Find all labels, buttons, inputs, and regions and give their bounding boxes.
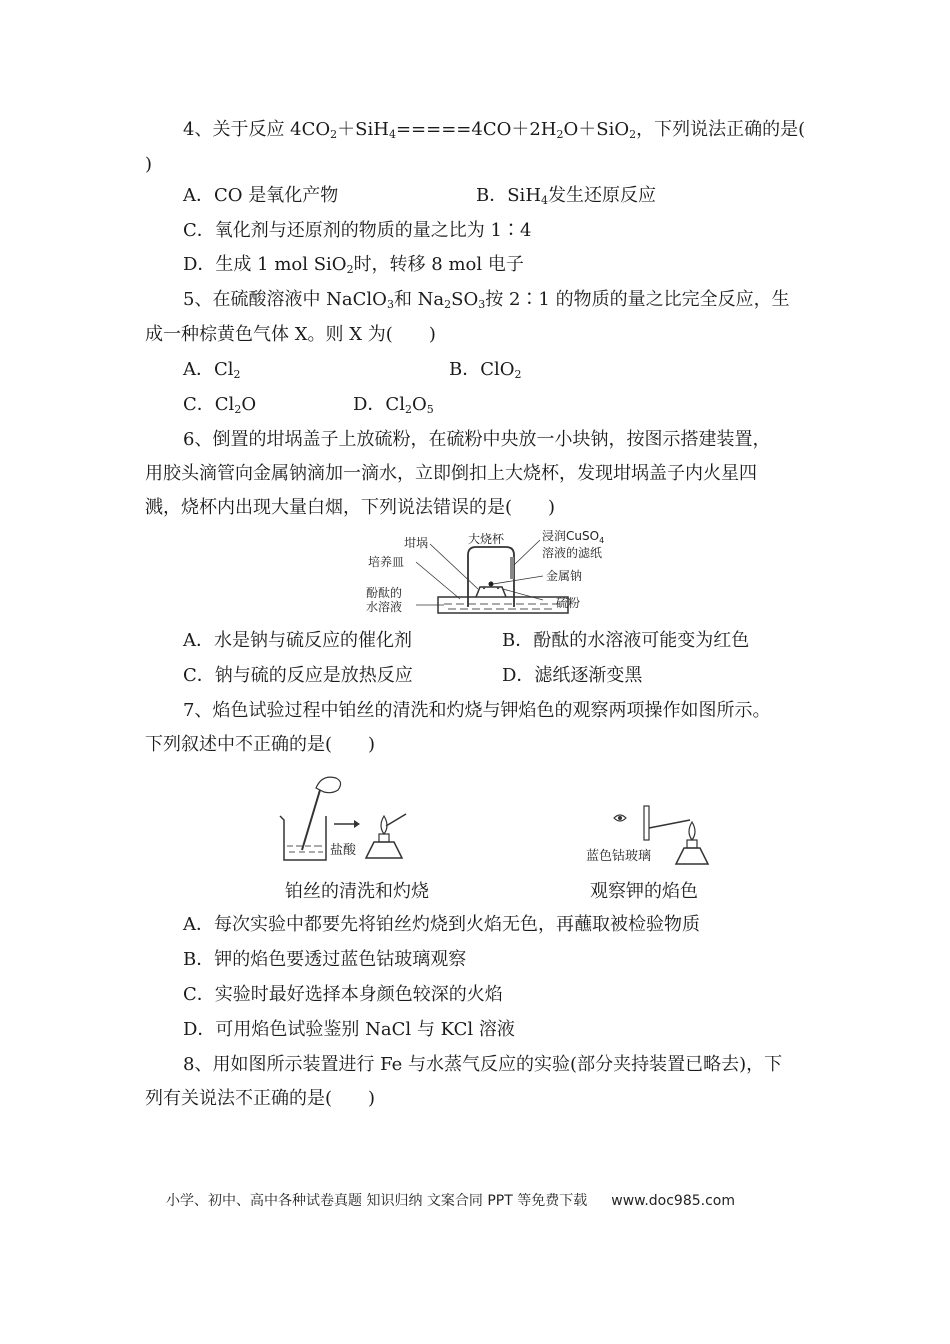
q5-option-d: D．$Cl_2O_5$ — [353, 394, 434, 416]
label-hydrochloric-acid: 盐酸 — [330, 843, 357, 858]
phenolphthalein-solution — [444, 604, 560, 609]
petri-dish — [438, 597, 568, 613]
label-phenol-1: 酚酞的 — [366, 586, 403, 600]
label-crucible: 坩埚 — [404, 536, 429, 550]
q4-option-c: C．氧化剂与还原剂的物质的量之比为 1∶4 — [183, 220, 532, 241]
q6-stem-line1: 6、倒置的坩埚盖子上放硫粉，在硫粉中央放一小块钠，按图示搭建装置， — [183, 429, 771, 450]
q8-stem-line1: 8、用如图所示装置进行 Fe 与水蒸气反应的实验(部分夹持装置已略去)，下 — [183, 1054, 783, 1075]
sodium-piece — [489, 582, 494, 587]
alcohol-lamp — [676, 848, 708, 864]
q4-stem-close: ) — [145, 154, 153, 175]
alcohol-lamp — [366, 842, 402, 858]
q7-option-b: B．钾的焰色要透过蓝色钴玻璃观察 — [183, 949, 467, 970]
label-big-beaker: 大烧杯 — [468, 532, 505, 546]
page-footer — [166, 1192, 735, 1210]
label-sulfur: 硫粉 — [556, 596, 581, 610]
q5-option-a: A．$Cl_2$ — [183, 359, 241, 381]
q7-option-a: A．每次实验中都要先将铂丝灼烧到火焰无色，再蘸取被检验物质 — [183, 914, 700, 935]
q8-stem-line2: 列有关说法不正确的是( ) — [145, 1088, 376, 1109]
label-filter-paper-2: 溶液的滤纸 — [542, 546, 603, 560]
q4-option-a: A．CO 是氧化产物 — [183, 185, 339, 206]
q6-option-b: B．酚酞的水溶液可能变为红色 — [502, 630, 750, 651]
label-sodium: 金属钠 — [546, 569, 583, 583]
q7-caption-right: 观察钾的焰色 — [590, 881, 698, 902]
q6-stem-line3: 溅，烧杯内出现大量白烟，下列说法错误的是( ) — [145, 497, 556, 518]
flame-icon — [381, 816, 387, 834]
q7-right-figure — [580, 800, 720, 870]
label-filter-paper-1: 浸润CuSO$_4$ — [542, 529, 605, 545]
big-beaker — [468, 547, 514, 607]
footer-text: 小学、初中、高中各种试卷真题 知识归纳 文案合同 PPT 等免费下载 — [166, 1193, 588, 1209]
cobalt-glass — [644, 806, 649, 840]
q7-stem-line1: 7、焰色试验过程中铂丝的清洗和灼烧与钾焰色的观察两项操作如图所示。 — [183, 700, 771, 721]
filter-paper — [510, 557, 514, 579]
label-phenol-2: 水溶液 — [366, 600, 403, 614]
q5-stem-line2: 成一种棕黄色气体 X。则 X 为( ) — [145, 324, 436, 345]
q6-option-d: D．滤纸逐渐变黑 — [502, 665, 643, 686]
q7-left-figure — [274, 768, 416, 868]
q7-option-c: C．实验时最好选择本身颜色较深的火焰 — [183, 984, 503, 1005]
label-petri-dish: 培养皿 — [368, 555, 405, 569]
q4-option-d: D．生成 1 mol SiO$_2$时，转移 8 mol 电子 — [183, 254, 524, 276]
q6-stem-line2: 用胶头滴管向金属钠滴加一滴水，立即倒扣上大烧杯，发现坩埚盖子内火星四 — [145, 463, 757, 484]
beaker — [280, 816, 326, 860]
q4-option-b: B．SiH$_4$发生还原反应 — [476, 185, 657, 207]
arrow-right-icon — [354, 820, 360, 828]
q4-stem: 4、关于反应 $4CO_2+SiH_4=====4CO+2H_2O+SiO_2$，下列说法正确的是( — [183, 119, 806, 141]
crucible-lid — [476, 587, 506, 597]
q5-option-c: C．$Cl_2O$ — [183, 394, 257, 416]
hand-icon — [316, 777, 341, 793]
q7-caption-left: 铂丝的清洗和灼烧 — [285, 881, 429, 902]
q7-stem-line2: 下列叙述中不正确的是( ) — [145, 734, 376, 755]
q7-option-d: D．可用焰色试验鉴别 NaCl 与 KCl 溶液 — [183, 1019, 515, 1040]
q6-option-c: C．钠与硫的反应是放热反应 — [183, 665, 413, 686]
q5-stem-line1: 5、在硫酸溶液中 NaClO$_3$和 $Na_2SO_3$按 2∶1 的物质的量之比完全反应，生 — [183, 289, 790, 311]
label-cobalt-glass: 蓝色钴玻璃 — [586, 849, 652, 864]
q6-apparatus-figure — [360, 527, 630, 619]
q5-option-b: B．ClO$_2$ — [449, 359, 522, 381]
flame-icon — [689, 822, 695, 840]
footer-url[interactable]: www.doc985.com — [611, 1193, 735, 1209]
q6-option-a: A．水是钠与硫反应的催化剂 — [183, 630, 412, 651]
